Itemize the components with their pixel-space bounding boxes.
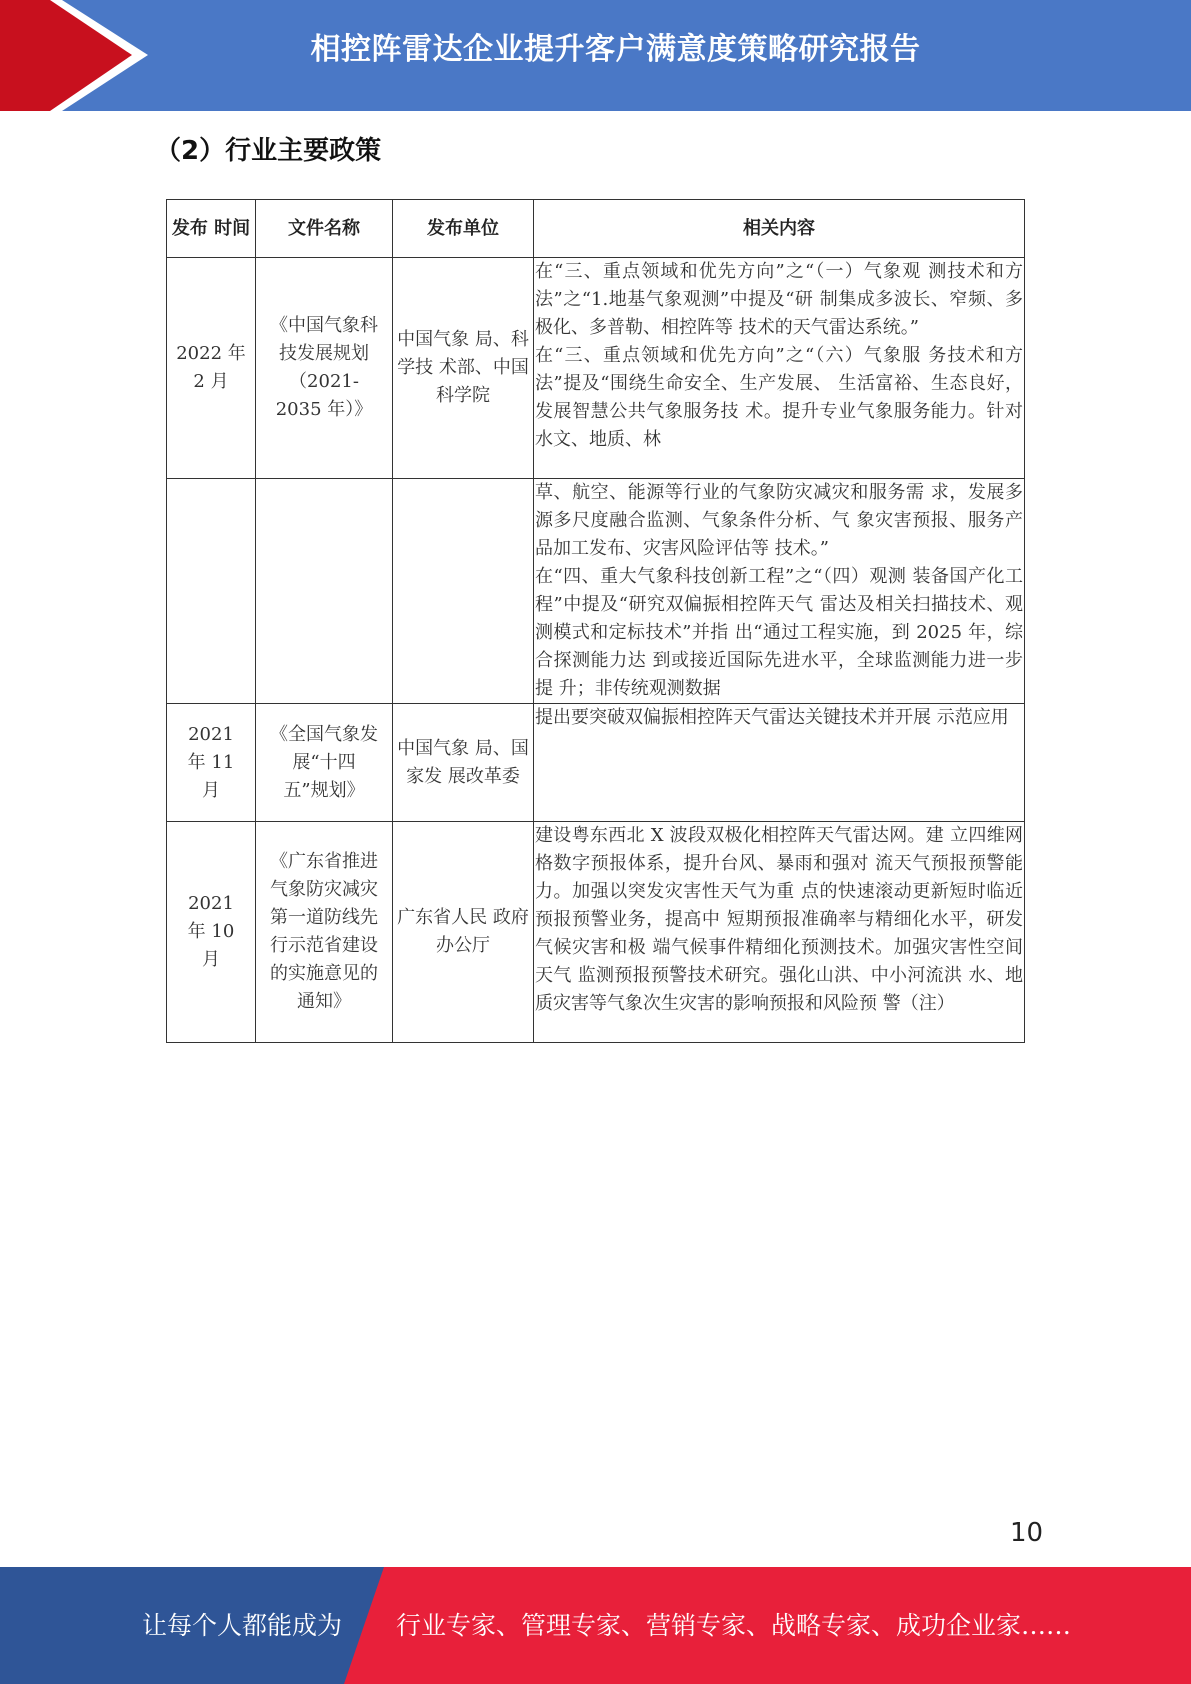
content-paragraph: 草、航空、能源等行业的气象防灾减灾和服务需 求，发展多源多尺度融合监测、气象条件分析、气 象灾害预报、服务产品加工发布、灾害风险评估等 技术。” xyxy=(535,482,1023,559)
column-header-document: 文件名称 xyxy=(256,200,393,258)
content-paragraph: 建设粤东西北 X 波段双极化相控阵天气雷达网。建 立四维网格数字预报体系，提升台风、暴雨和强对 流天气预报预警能力。加强以突发灾害性天气为重 点的快速滚动更新短时临近预报预警业务，提高中 短期预报准确率与精细化水平，研发气候灾害和极 端气候事件精细化预测技术。加强灾害性空间天气 监测预报预警技术研究。强化山洪、中小河流洪 水、地质灾害等气象次生灾害的影响预报和风险预 警（注） xyxy=(535,825,1023,1014)
table-row xyxy=(167,822,1025,1043)
report-title: 相控阵雷达企业提升客户满意度策略研究报告 xyxy=(310,32,921,67)
cell-issuer: 广东省人民 政府办公厅 xyxy=(393,822,534,1043)
cell-content xyxy=(534,822,1025,1043)
footer-slogan-left: 让每个人都能成为 xyxy=(142,1611,343,1640)
page-footer xyxy=(0,1567,1191,1684)
cell-time: 2021 年 11 月 xyxy=(167,704,256,822)
table-header-row xyxy=(167,200,1025,258)
footer-slogan-right: 行业专家、管理专家、营销专家、战略专家、成功企业家…… xyxy=(396,1611,1072,1640)
column-header-time: 发布 时间 xyxy=(167,200,256,258)
cell-document: 《中国气象科技发展规划（2021-2035 年）》 xyxy=(256,258,393,479)
cell-issuer xyxy=(393,479,534,704)
cell-issuer: 中国气象 局、科学技 术部、中国 科学院 xyxy=(393,258,534,479)
cell-document: 《全国气象发展“十四五”规划》 xyxy=(256,704,393,822)
content-paragraph: 提出要突破双偏振相控阵天气雷达关键技术并开展 示范应用 xyxy=(535,707,1009,728)
column-header-content: 相关内容 xyxy=(534,200,1025,258)
content-paragraph: 在“四、重大气象科技创新工程”之“（四）观测 装备国产化工程”中提及“研究双偏振相控阵天气 雷达及相关扫描技术、观测模式和定标技术”并指 出“通过工程实施，到 2025 年，综合探测能力达 到或接近国际先进水平，全球监测能力进一步提 升；非传统观测数据 xyxy=(535,566,1023,699)
content-paragraph: 在“三、重点领域和优先方向”之“（一）气象观 测技术和方法”之“1.地基气象观测”中提及“研 制集成多波长、窄频、多极化、多普勒、相控阵等 技术的天气雷达系统。” xyxy=(535,261,1023,338)
table-row xyxy=(167,258,1025,479)
cell-time: 2022 年 2 月 xyxy=(167,258,256,479)
page-number: 10 xyxy=(1010,1518,1044,1548)
cell-content xyxy=(534,258,1025,479)
table-row xyxy=(167,479,1025,704)
table-row xyxy=(167,704,1025,822)
policy-table xyxy=(166,199,1025,1043)
page-header xyxy=(0,0,1191,111)
cell-content xyxy=(534,479,1025,704)
cell-time: 2021 年 10 月 xyxy=(167,822,256,1043)
section-heading: （2）行业主要政策 xyxy=(155,136,382,166)
column-header-issuer: 发布单位 xyxy=(393,200,534,258)
content-paragraph: 在“三、重点领域和优先方向”之“（六）气象服 务技术和方法”提及“围绕生命安全、生产发展、 生活富裕、生态良好，发展智慧公共气象服务技 术。提升专业气象服务能力。针对水文、地质、林 xyxy=(535,345,1023,450)
cell-content xyxy=(534,704,1025,822)
cell-time xyxy=(167,479,256,704)
cell-document: 《广东省推进气象防灾减灾第一道防线先行示范省建设的实施意见的通知》 xyxy=(256,822,393,1043)
cell-issuer: 中国气象 局、国家发 展改革委 xyxy=(393,704,534,822)
cell-document xyxy=(256,479,393,704)
